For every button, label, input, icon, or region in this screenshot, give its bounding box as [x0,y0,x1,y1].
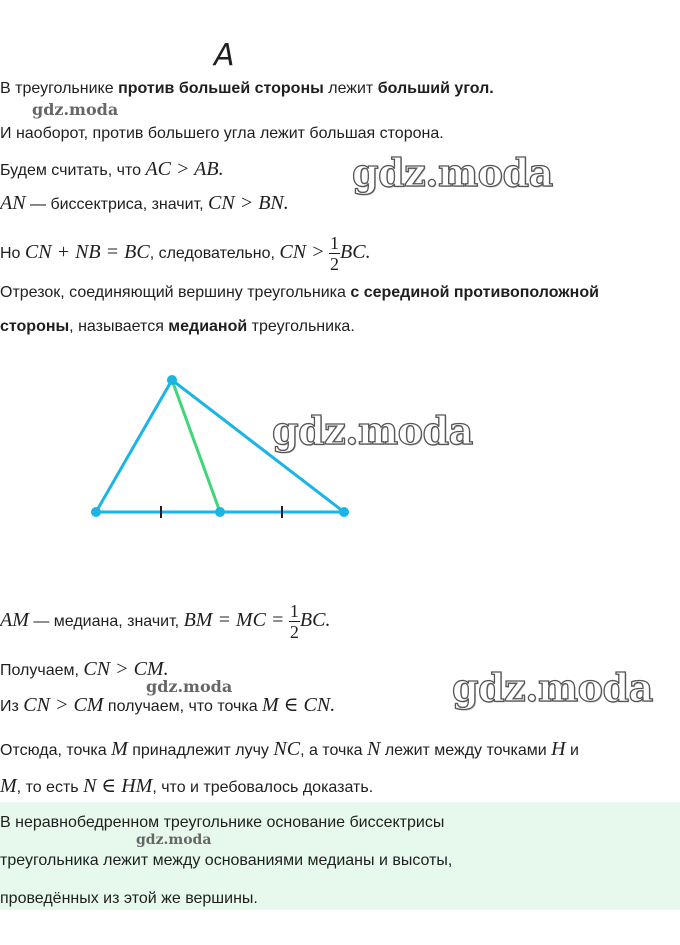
vertex-point [167,375,177,385]
watermark: gdz.moda [452,665,653,710]
text-line-4: AN — биссектриса, значит, CN > BN. [0,192,289,214]
vertex-point [339,507,349,517]
midpoint-point [215,507,225,517]
note-line: треугольника лежит между основаниями медианы и высоты, [0,852,453,869]
text-line-6: Отрезок, соединяющий вершину треугольника с серединой противоположной [0,284,599,301]
fraction-half: $\frac{1}{2}$ [330,233,340,275]
page-heading: А [214,38,235,73]
text-line-5: Но CN + NB = BC, следовательно, CN > $\frac{1}{2}$ BC. [0,233,371,275]
watermark: gdz.moda [32,100,119,119]
text-line-8: AM — медиана, значит, BM = MC = $\frac{1}{2}$ BC. [0,601,331,643]
text-line-7: стороны, называется медианой треугольника. [0,318,355,335]
text-line-9: Получаем, CN > CM. [0,658,169,680]
text-line-12: M, то есть N ∈ HM, что и требовалось доказать. [0,775,374,797]
note-line: В неравнобедренном треугольнике основание биссектрисы [0,814,445,831]
watermark: gdz.moda [146,677,233,696]
text-line-2: И наоборот, против большего угла лежит большая сторона. [0,125,444,142]
note-line: проведённых из этой же вершины. [0,890,258,907]
watermark: gdz.moda [136,832,212,848]
text-line-10: Из CN > CM получаем, что точка M ∈ CN. [0,694,336,716]
watermark: gdz.moda [352,150,553,195]
text-line-3: Будем считать, что AC > AB. [0,158,224,180]
fraction-half: $\frac{1}{2}$ [289,601,299,643]
text-line-1: В треугольнике против большей стороны лежит больший угол. [0,80,494,97]
vertex-point [91,507,101,517]
text-line-11: Отсюда, точка M принадлежит лучу NC, а точка N лежит между точками H и [0,738,579,760]
watermark: gdz.moda [272,408,473,453]
